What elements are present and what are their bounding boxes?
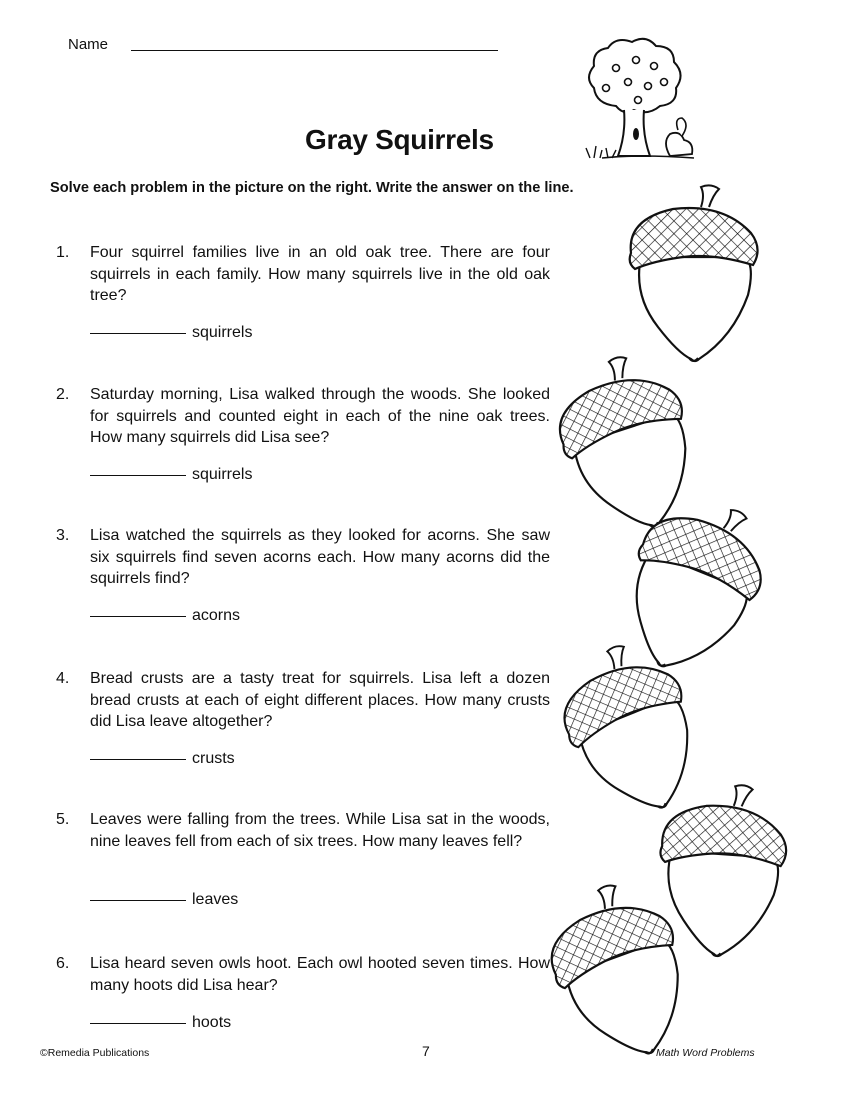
answer-unit: squirrels [192,324,253,341]
problem-text: Four squirrel families live in an old oak tree. There are four squirrels in each family. How many squirrels live in the old oak tree? [90,244,550,304]
problem-text: Saturday morning, Lisa walked through the woods. She looked for squirrels and counted eight in each of the nine oak trees. How many squirrels did Lisa see? [90,386,550,446]
problem-text: Lisa watched the squirrels as they looked for acorns. She saw six squirrels find seven acorns each. How many acorns did the squirrels find? [90,527,550,587]
answer-unit: squirrels [192,466,253,483]
problem-number: 5. [56,811,70,828]
answer-unit: acorns [192,607,241,624]
problem-text: Lisa heard seven owls hoot. Each owl hooted seven times. How many hoots did Lisa hear? [90,955,550,994]
problem-text: Leaves were falling from the trees. While Lisa sat in the woods, nine leaves fell from each of six trees. How many leaves fell? [90,811,550,850]
problem-text: Bread crusts are a tasty treat for squirrels. Lisa left a dozen bread crusts at each of eight different places. How many crusts did Lisa leave altogether? [90,670,550,730]
problem-number: 6. [56,955,70,972]
answer-unit: leaves [192,891,239,908]
answer-unit: crusts [192,750,235,767]
problem-number: 3. [56,527,70,544]
page-title: Gray Squirrels [305,124,494,155]
book-title: Math Word Problems [656,1047,755,1059]
problem-number: 4. [56,670,70,687]
answer-unit: hoots [192,1014,232,1031]
problem-number: 1. [56,244,70,261]
page-number: 7 [422,1043,430,1059]
problem-number: 2. [56,386,70,403]
publisher-credit: ©Remedia Publications [40,1047,150,1059]
name-label: Name [68,36,109,53]
instructions: Solve each problem in the picture on the right. Write the answer on the line. [50,180,574,196]
